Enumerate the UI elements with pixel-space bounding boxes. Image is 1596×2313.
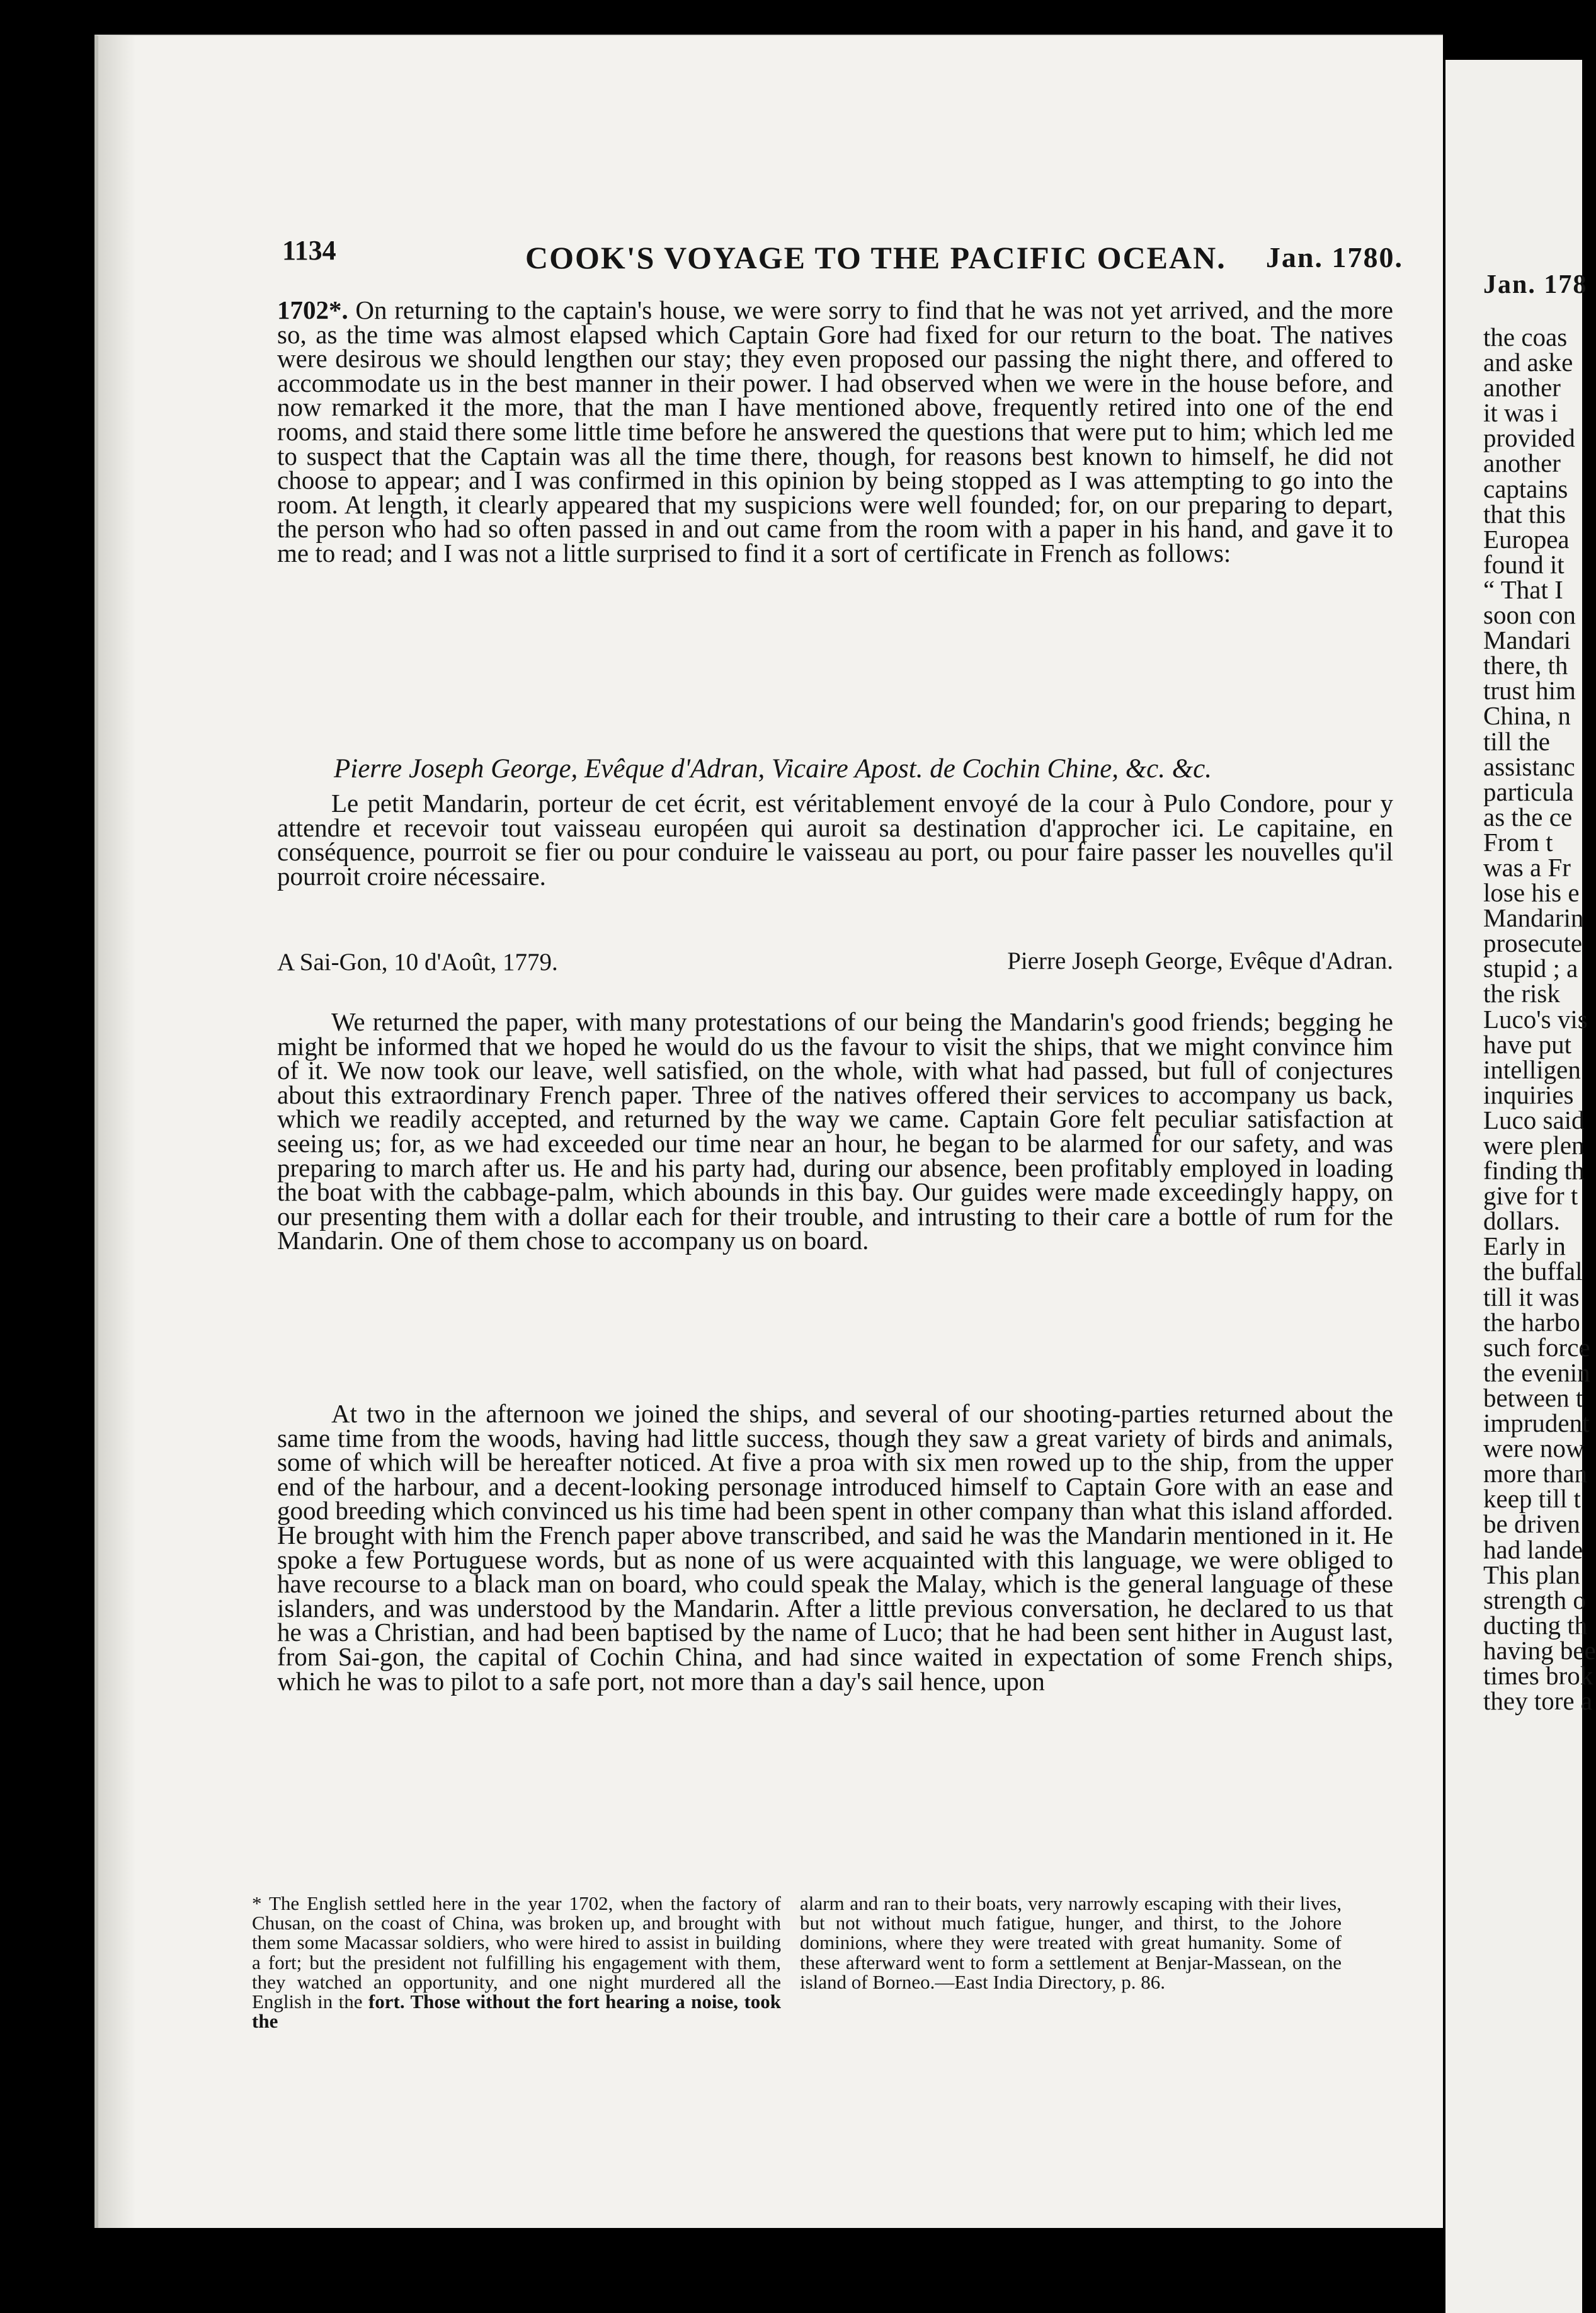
page-number: 1134 [282, 235, 336, 266]
right-page-line: Mandarin [1483, 903, 1584, 933]
right-page-line: another [1483, 373, 1561, 403]
right-page-line: there, th [1483, 651, 1568, 680]
certificate-place-date: A Sai-Gon, 10 d'Août, 1779. [277, 949, 558, 976]
right-page-line: it was i [1483, 398, 1558, 428]
right-page-line: the risk [1483, 979, 1560, 1008]
right-page-line: as the ce [1483, 802, 1573, 831]
right-page-line: Early in [1483, 1231, 1566, 1261]
paragraph-3: At two in the afternoon we joined the ships, and several of our shooting-parties returned about the same time from the woods, having had little success, though they saw a great variety of birds and animals, some of which will be hereafter noticed. At five a proa with six men rowed up to the ship, from the upper end of the harbour, and a decent-looking personage introduced himself to Captain Gore with an ease and good breeding which convinced us his time had been spent in other company than what this island afforded. He brought with him the French paper above transcribed, and said he was the Mandarin mentioned in it. He spoke a few Portuguese words, but as none of us were acquainted with this language, we were obliged to have recourse to a black man on board, who could speak the Malay, which is the general language of these islanders, and was understood by the Mandarin. After a little previous conversation, he declared to us that he was a Christian, and had been baptised by the name of Luco; that he had been sent hither in August last, from Sai-gon, the capital of Cochin China, and had since waited in expectation of some French ships, which he was to pilot to a safe port, not more than a day's sail hence, upon [277, 1399, 1393, 1696]
right-page-line: had lande [1483, 1534, 1583, 1564]
right-page-line: finding th [1483, 1156, 1585, 1185]
paragraph-1-text: On returning to the captain's house, we were sorry to find that he was not yet arrived, and the more so, as the time was almost elapsed which Captain Gore had fixed for our return to the boat. The natives were desirous we should lengthen our stay; they even proposed our passing the night there, and offered to accommodate us in the best manner in their power. I had observed when we were in the house before, and now remarked it the more, that the man I have mentioned above, frequently retired into one of the end rooms, and staid there some little time before he answered the questions that were put to him; which led me to suspect that the Captain was all the time there, though, for reasons best known to himself, he did not choose to appear; and I was confirmed in this opinion by being stopped as I was attempting to go into the room. At length, it clearly appeared that my suspicions were well founded; for, on our preparing to depart, the person who had so often passed in and out came from the room with a paper in his hand, and gave it to me to read; and I was not a little surprised to find it a sort of certificate in French as follows: [277, 295, 1393, 568]
right-page-line: Luco's vis [1483, 1004, 1588, 1034]
right-page-line: inquiries [1483, 1080, 1574, 1109]
right-page-header: Jan. 178 [1483, 270, 1588, 299]
certificate-signature: Pierre Joseph George, Evêque d'Adran. [1007, 947, 1393, 974]
right-page-line: the coas [1483, 323, 1568, 351]
right-page-line: From t [1483, 827, 1553, 857]
right-page-line: have put [1483, 1029, 1572, 1059]
right-page-line: lose his e [1483, 878, 1580, 908]
right-page-line: found it [1483, 549, 1565, 579]
right-page-line: prosecute [1483, 928, 1583, 958]
right-page-line: they tore a [1483, 1686, 1593, 1716]
right-page-line: strength o [1483, 1585, 1586, 1614]
right-page-line: were now [1483, 1434, 1585, 1463]
footnote-left-text: * The English settled here in the year 1702, when the factory of Chusan, on the coast of China, was broken up, and brought with them some Macassar soldiers, who were hired to assist in building a fort; but the president not fulfilling his engagement with them, they watched an opportunity, and one night murdered all the English in the [252, 1892, 781, 2013]
right-page-line: such force [1483, 1332, 1590, 1362]
certificate-heading: Pierre Joseph George, Evêque d'Adran, Vicaire Apost. de Cochin Chine, &c. &c. [334, 754, 1212, 784]
right-page-lines [1483, 323, 1596, 1716]
right-page-line: China, n [1483, 701, 1571, 731]
footnote-left-last: fort. Those without the fort hearing a noise, took the [252, 1990, 782, 2033]
right-page-line: assistanc [1483, 751, 1575, 781]
right-page-line: and aske [1483, 348, 1573, 377]
right-page-line: was a Fr [1483, 852, 1571, 882]
right-page-line: the harbo [1483, 1307, 1580, 1337]
right-page-line: “ That I [1483, 574, 1563, 604]
certificate-dateline [277, 948, 1393, 979]
right-page-line: having bee [1483, 1635, 1596, 1665]
right-page-line: times brok [1483, 1660, 1593, 1690]
footnote-left [252, 1893, 781, 2031]
right-page-line: imprudent [1483, 1408, 1590, 1438]
running-title: COOK'S VOYAGE TO THE PACIFIC OCEAN. [525, 240, 1226, 275]
footnote-right: alarm and ran to their boats, very narrowly escaping with their lives, but not without much fatigue, hunger, and thirst, to the Johore dominions, where they were treated with great humanity. Some of these afterward went to form a settlement at Benjar-Massean, on the island of Borneo.—East India Directory, p. 86. [800, 1892, 1342, 1993]
right-page-line: till it was [1483, 1282, 1580, 1311]
right-page-line: This plan [1483, 1560, 1580, 1589]
right-page-line: trust him [1483, 676, 1576, 705]
right-page-line: keep till t [1483, 1484, 1581, 1514]
right-page-line: Mandari [1483, 625, 1571, 655]
right-page-line: Luco said [1483, 1105, 1585, 1134]
right-page-fragment [1445, 60, 1596, 2313]
right-page-line: give for t [1483, 1181, 1578, 1211]
right-page-line: were plen [1483, 1131, 1585, 1160]
paragraph-2: We returned the paper, with many protestations of our being the Mandarin's good friends; begging he might be informed that we hoped he would do us the favour to visit the ships, that we might convince him of it. We now took our leave, well satisfied, on the whole, with what had passed, but full of conjectures about this extraordinary French paper. Three of the natives offered their services to accompany us back, which we readily accepted, and returned by the way we came. Captain Gore felt peculiar satisfaction at seeing us; for, as we had exceeded our time near an hour, he began to be alarmed for our safety, and was preparing to march after us. He and his party had, during our absence, been profitably employed in loading the boat with the cabbage-palm, which abounds in this bay. Our guides were made exceedingly happy, on our presenting them with a dollar each for their trouble, and intrusting to their care a bottle of rum for the Mandarin. One of them chose to accompany us on board. [277, 1007, 1393, 1255]
right-page-line: more than [1483, 1459, 1588, 1488]
right-page-line: ducting th [1483, 1610, 1588, 1640]
right-page-line: the buffal [1483, 1257, 1583, 1286]
paragraph-1 [277, 295, 1393, 748]
right-page-line: another [1483, 448, 1561, 478]
year-marker: 1702*. [277, 295, 348, 324]
right-page-line: captains [1483, 474, 1568, 503]
certificate-text: Le petit Mandarin, porteur de cet écrit, est véritablement envoyé de la cour à Pulo Condore, pour y attendre et recevoir tout vaisseau européen qui auroit sa destination d'approcher ici. Le capitaine, en conséquence, pourroit se fier ou pour conduire le vaisseau au port, ou pour faire passer les nouvelles qu'il pourroit croire nécessaire. [277, 789, 1393, 891]
right-page-line: dollars. [1483, 1206, 1560, 1236]
right-page-line: that this [1483, 499, 1566, 528]
right-page-line: soon con [1483, 600, 1576, 630]
right-page-line: till the [1483, 726, 1550, 756]
right-page-line: particula [1483, 777, 1574, 806]
right-page-line: provided [1483, 423, 1575, 453]
header-date: Jan. 1780. [1265, 241, 1403, 273]
right-page-line: intelligen [1483, 1054, 1581, 1084]
right-page-line: the evenin [1483, 1357, 1590, 1387]
right-page-line: be driven [1483, 1509, 1580, 1539]
right-page-line: stupid ; a [1483, 954, 1578, 983]
page-header [282, 234, 1403, 285]
right-page-line: Europea [1483, 524, 1570, 554]
right-page-line: between t [1483, 1383, 1583, 1412]
